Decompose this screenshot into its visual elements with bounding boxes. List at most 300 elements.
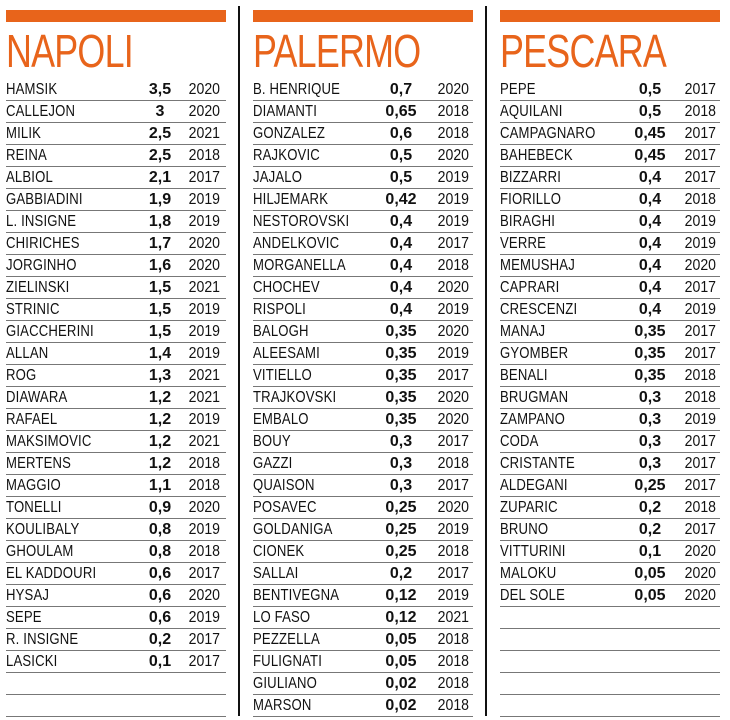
contract-year: 2019 [188, 301, 220, 318]
player-row [500, 497, 720, 519]
player-row [6, 167, 226, 189]
player-name: DIAWARA [6, 389, 68, 406]
player-value: 1,2 [148, 433, 172, 450]
contract-year: 2020 [684, 587, 716, 604]
contract-year: 2021 [437, 609, 469, 626]
contract-year: 2019 [188, 521, 220, 538]
player-name: ALLAN [6, 345, 49, 362]
player-row [500, 453, 720, 475]
player-name: BOUY [253, 433, 291, 450]
player-name: PEPE [500, 81, 536, 98]
contract-year: 2017 [437, 477, 469, 494]
player-row [253, 233, 473, 255]
team-column-pescara [500, 0, 720, 720]
player-name: GOLDANIGA [253, 521, 333, 538]
player-name: EMBALO [253, 411, 309, 428]
contract-year: 2018 [437, 455, 469, 472]
player-value: 0,02 [385, 697, 417, 714]
contract-year: 2019 [437, 521, 469, 538]
player-value: 0,5 [638, 103, 662, 120]
contract-year: 2018 [437, 675, 469, 692]
player-row [253, 673, 473, 695]
contract-year: 2020 [188, 587, 220, 604]
player-row [253, 101, 473, 123]
contract-year: 2018 [188, 543, 220, 560]
player-value: 0,4 [638, 257, 662, 274]
player-row [6, 255, 226, 277]
team-column-palermo [253, 0, 473, 720]
player-row [253, 409, 473, 431]
contract-year: 2019 [188, 345, 220, 362]
player-list [500, 79, 720, 717]
player-value: 0,25 [385, 499, 417, 516]
player-value: 1,6 [148, 257, 172, 274]
contract-year: 2018 [188, 455, 220, 472]
player-name: JORGINHO [6, 257, 77, 274]
player-name: CIONEK [253, 543, 305, 560]
player-name: HAMSIK [6, 81, 58, 98]
player-value: 0,2 [148, 631, 172, 648]
player-row [6, 673, 226, 695]
player-row [500, 101, 720, 123]
player-value: 0,35 [385, 345, 417, 362]
player-name: JAJALO [253, 169, 303, 186]
contract-year: 2019 [188, 191, 220, 208]
player-row [253, 365, 473, 387]
player-row [253, 255, 473, 277]
player-value: 0,4 [638, 279, 662, 296]
contract-year: 2017 [188, 169, 220, 186]
player-value: 0,6 [148, 609, 172, 626]
contract-year: 2020 [684, 543, 716, 560]
player-name: PEZZELLA [253, 631, 320, 648]
player-name: LO FASO [253, 609, 311, 626]
player-name: RAFAEL [6, 411, 58, 428]
contract-year: 2017 [684, 455, 716, 472]
player-row [500, 233, 720, 255]
contract-year: 2019 [188, 323, 220, 340]
contract-year: 2017 [188, 631, 220, 648]
player-value: 0,3 [638, 433, 662, 450]
player-list [6, 79, 226, 717]
player-name: QUAISON [253, 477, 315, 494]
player-value: 0,45 [634, 125, 666, 142]
contract-year: 2017 [684, 169, 716, 186]
player-value: 0,4 [389, 301, 413, 318]
player-value: 1,1 [148, 477, 172, 494]
team-title: PESCARA [500, 25, 667, 77]
player-row [253, 299, 473, 321]
player-value: 2,5 [148, 125, 172, 142]
player-value: 0,65 [385, 103, 417, 120]
contract-year: 2020 [684, 257, 716, 274]
contract-year: 2017 [684, 323, 716, 340]
player-value: 0,6 [148, 565, 172, 582]
contract-year: 2018 [684, 499, 716, 516]
contract-year: 2017 [684, 125, 716, 142]
player-name: CAMPAGNARO [500, 125, 596, 142]
contract-year: 2018 [437, 697, 469, 714]
player-name: GIACCHERINI [6, 323, 94, 340]
player-value: 0,4 [638, 213, 662, 230]
player-name: TRAJKOVSKI [253, 389, 337, 406]
contract-year: 2017 [684, 521, 716, 538]
player-name: B. HENRIQUE [253, 81, 341, 98]
player-row [500, 409, 720, 431]
player-value: 0,35 [385, 411, 417, 428]
column-divider [238, 6, 240, 716]
player-name: HILJEMARK [253, 191, 329, 208]
player-row [253, 387, 473, 409]
contract-year: 2018 [437, 543, 469, 560]
player-row [500, 277, 720, 299]
player-value: 1,7 [148, 235, 172, 252]
player-name: STRINIC [6, 301, 60, 318]
player-value: 0,12 [385, 587, 417, 604]
player-name: CAPRARI [500, 279, 560, 296]
player-row [253, 123, 473, 145]
player-value: 0,2 [389, 565, 413, 582]
player-name: GABBIADINI [6, 191, 83, 208]
player-value: 0,4 [389, 235, 413, 252]
contract-year: 2018 [437, 103, 469, 120]
player-value: 0,3 [638, 389, 662, 406]
player-name: ANDELKOVIC [253, 235, 340, 252]
contract-year: 2021 [188, 433, 220, 450]
player-row [253, 629, 473, 651]
contract-year: 2019 [437, 213, 469, 230]
contract-year: 2018 [437, 125, 469, 142]
team-title: PALERMO [253, 25, 421, 77]
player-row [500, 651, 720, 673]
player-name: VERRE [500, 235, 547, 252]
team-column-napoli [6, 0, 226, 720]
contract-year: 2021 [188, 367, 220, 384]
player-name: MORGANELLA [253, 257, 346, 274]
player-row [253, 189, 473, 211]
contract-year: 2020 [437, 323, 469, 340]
player-value: 0,35 [634, 367, 666, 384]
contract-year: 2019 [437, 345, 469, 362]
player-value: 0,35 [634, 323, 666, 340]
player-value: 0,1 [148, 653, 172, 670]
contract-year: 2020 [437, 389, 469, 406]
player-name: RAJKOVIC [253, 147, 320, 164]
player-name: LASICKI [6, 653, 58, 670]
player-value: 0,25 [634, 477, 666, 494]
contract-year: 2021 [188, 279, 220, 296]
player-name: MAGGIO [6, 477, 61, 494]
player-row [253, 79, 473, 101]
contract-year: 2020 [437, 279, 469, 296]
player-name: MAKSIMOVIC [6, 433, 92, 450]
player-row [253, 651, 473, 673]
contract-year: 2017 [437, 433, 469, 450]
player-name: ZUPARIC [500, 499, 558, 516]
player-value: 1,4 [148, 345, 172, 362]
player-list [253, 79, 473, 717]
player-value: 1,2 [148, 411, 172, 428]
player-value: 0,05 [385, 631, 417, 648]
player-value: 0,5 [638, 81, 662, 98]
contract-year: 2019 [684, 411, 716, 428]
player-value: 0,2 [638, 499, 662, 516]
player-row [6, 101, 226, 123]
player-value: 0,4 [638, 301, 662, 318]
player-value: 0,35 [385, 367, 417, 384]
player-row [253, 607, 473, 629]
player-name: POSAVEC [253, 499, 317, 516]
player-value: 0,3 [389, 455, 413, 472]
player-row [500, 607, 720, 629]
player-value: 3,5 [148, 81, 172, 98]
contract-year: 2020 [188, 499, 220, 516]
player-row [500, 343, 720, 365]
player-row [6, 343, 226, 365]
contract-year: 2017 [188, 565, 220, 582]
contract-year: 2017 [684, 345, 716, 362]
player-name: GYOMBER [500, 345, 569, 362]
player-name: NESTOROVSKI [253, 213, 350, 230]
team-title: NAPOLI [6, 25, 133, 77]
player-value: 1,3 [148, 367, 172, 384]
team-header-bar [6, 10, 226, 22]
player-name: MANAJ [500, 323, 546, 340]
player-value: 0,05 [385, 653, 417, 670]
contract-year: 2020 [188, 257, 220, 274]
player-name: BAHEBECK [500, 147, 573, 164]
player-name: KOULIBALY [6, 521, 80, 538]
contract-year: 2018 [684, 367, 716, 384]
player-row [253, 541, 473, 563]
player-row [500, 673, 720, 695]
contract-year: 2017 [684, 433, 716, 450]
player-name: AQUILANI [500, 103, 563, 120]
player-name: GONZALEZ [253, 125, 326, 142]
player-row [253, 497, 473, 519]
player-row [253, 585, 473, 607]
contract-year: 2017 [437, 565, 469, 582]
contract-year: 2017 [188, 653, 220, 670]
contract-year: 2017 [684, 147, 716, 164]
player-row [253, 431, 473, 453]
contract-year: 2020 [188, 103, 220, 120]
player-name: EL KADDOURI [6, 565, 97, 582]
contract-year: 2017 [437, 235, 469, 252]
player-row [6, 79, 226, 101]
player-value: 0,4 [638, 191, 662, 208]
player-row [500, 123, 720, 145]
player-name: ZAMPANO [500, 411, 566, 428]
player-value: 0,42 [385, 191, 417, 208]
contract-year: 2020 [437, 81, 469, 98]
contract-year: 2018 [437, 631, 469, 648]
contract-year: 2019 [437, 191, 469, 208]
player-value: 0,35 [385, 323, 417, 340]
player-row [6, 409, 226, 431]
player-value: 0,4 [389, 213, 413, 230]
player-name: GAZZI [253, 455, 293, 472]
player-row [500, 255, 720, 277]
player-name: L. INSIGNE [6, 213, 77, 230]
player-value: 2,5 [148, 147, 172, 164]
contract-year: 2017 [684, 477, 716, 494]
player-row [500, 431, 720, 453]
player-name: ALDEGANI [500, 477, 568, 494]
contract-year: 2019 [684, 301, 716, 318]
player-row [500, 695, 720, 717]
player-value: 0,35 [634, 345, 666, 362]
player-row [6, 607, 226, 629]
contract-year: 2018 [188, 147, 220, 164]
contract-year: 2019 [188, 609, 220, 626]
contract-year: 2019 [684, 235, 716, 252]
player-name: DEL SOLE [500, 587, 565, 604]
player-row [6, 519, 226, 541]
player-row [500, 145, 720, 167]
player-value: 0,4 [638, 169, 662, 186]
player-value: 0,8 [148, 521, 172, 538]
player-name: BIZZARRI [500, 169, 562, 186]
player-name: BENTIVEGNA [253, 587, 340, 604]
player-name: CALLEJON [6, 103, 76, 120]
player-row [6, 541, 226, 563]
contract-year: 2017 [437, 367, 469, 384]
contract-year: 2019 [437, 587, 469, 604]
player-name: GIULIANO [253, 675, 318, 692]
player-row [253, 211, 473, 233]
player-name: BENALI [500, 367, 548, 384]
contract-year: 2019 [437, 301, 469, 318]
player-value: 0,3 [389, 433, 413, 450]
player-row [6, 233, 226, 255]
player-name: ZIELINSKI [6, 279, 70, 296]
player-row [6, 651, 226, 673]
player-name: CRISTANTE [500, 455, 575, 472]
player-row [253, 695, 473, 717]
player-row [253, 343, 473, 365]
player-name: CHIRICHES [6, 235, 80, 252]
player-row [500, 563, 720, 585]
player-name: R. INSIGNE [6, 631, 79, 648]
player-name: MILIK [6, 125, 42, 142]
player-row [6, 277, 226, 299]
player-row [500, 387, 720, 409]
player-name: MERTENS [6, 455, 72, 472]
player-value: 0,1 [638, 543, 662, 560]
contract-year: 2018 [684, 103, 716, 120]
contract-year: 2019 [437, 169, 469, 186]
player-name: ROG [6, 367, 37, 384]
team-header-bar [500, 10, 720, 22]
player-name: BRUNO [500, 521, 549, 538]
player-name: CODA [500, 433, 539, 450]
player-value: 0,2 [638, 521, 662, 538]
player-row [253, 145, 473, 167]
player-value: 0,12 [385, 609, 417, 626]
player-value: 0,4 [638, 235, 662, 252]
player-value: 1,2 [148, 455, 172, 472]
player-row [253, 453, 473, 475]
player-name: GHOULAM [6, 543, 74, 560]
player-name: MALOKU [500, 565, 557, 582]
player-row [500, 475, 720, 497]
player-row [6, 321, 226, 343]
player-row [253, 321, 473, 343]
player-row [6, 585, 226, 607]
player-row [253, 277, 473, 299]
player-value: 1,5 [148, 301, 172, 318]
player-value: 0,7 [389, 81, 413, 98]
player-row [6, 629, 226, 651]
contract-year: 2018 [437, 257, 469, 274]
player-value: 0,3 [638, 411, 662, 428]
player-value: 0,25 [385, 521, 417, 538]
player-value: 0,6 [389, 125, 413, 142]
contract-year: 2020 [437, 147, 469, 164]
player-value: 0,05 [634, 587, 666, 604]
player-row [6, 387, 226, 409]
player-row [6, 695, 226, 717]
player-name: MARSON [253, 697, 312, 714]
contract-year: 2020 [437, 499, 469, 516]
player-value: 0,02 [385, 675, 417, 692]
contract-year: 2018 [684, 389, 716, 406]
contract-year: 2021 [188, 389, 220, 406]
player-value: 0,35 [385, 389, 417, 406]
player-name: REINA [6, 147, 47, 164]
player-name: MEMUSHAJ [500, 257, 575, 274]
contract-year: 2020 [437, 411, 469, 428]
player-value: 1,9 [148, 191, 172, 208]
player-row [500, 189, 720, 211]
player-row [6, 299, 226, 321]
player-value: 0,6 [148, 587, 172, 604]
player-name: TONELLI [6, 499, 62, 516]
player-value: 1,5 [148, 279, 172, 296]
player-value: 0,8 [148, 543, 172, 560]
contract-year: 2019 [188, 213, 220, 230]
player-row [253, 519, 473, 541]
player-value: 3 [155, 103, 165, 120]
contract-year: 2019 [188, 411, 220, 428]
player-row [6, 475, 226, 497]
player-row [500, 365, 720, 387]
player-name: VITIELLO [253, 367, 312, 384]
player-row [500, 79, 720, 101]
player-row [500, 629, 720, 651]
player-row [6, 453, 226, 475]
player-name: FULIGNATI [253, 653, 323, 670]
player-name: ALEESAMI [253, 345, 320, 362]
player-value: 0,5 [389, 147, 413, 164]
contract-year: 2017 [684, 81, 716, 98]
contract-year: 2017 [684, 279, 716, 296]
player-name: ALBIOL [6, 169, 53, 186]
player-row [500, 167, 720, 189]
player-row [500, 585, 720, 607]
player-row [6, 497, 226, 519]
player-name: BRUGMAN [500, 389, 569, 406]
player-row [500, 541, 720, 563]
player-row [6, 189, 226, 211]
player-name: SALLAI [253, 565, 299, 582]
player-value: 0,3 [638, 455, 662, 472]
player-row [253, 167, 473, 189]
player-value: 0,4 [389, 257, 413, 274]
player-row [6, 431, 226, 453]
player-row [500, 299, 720, 321]
